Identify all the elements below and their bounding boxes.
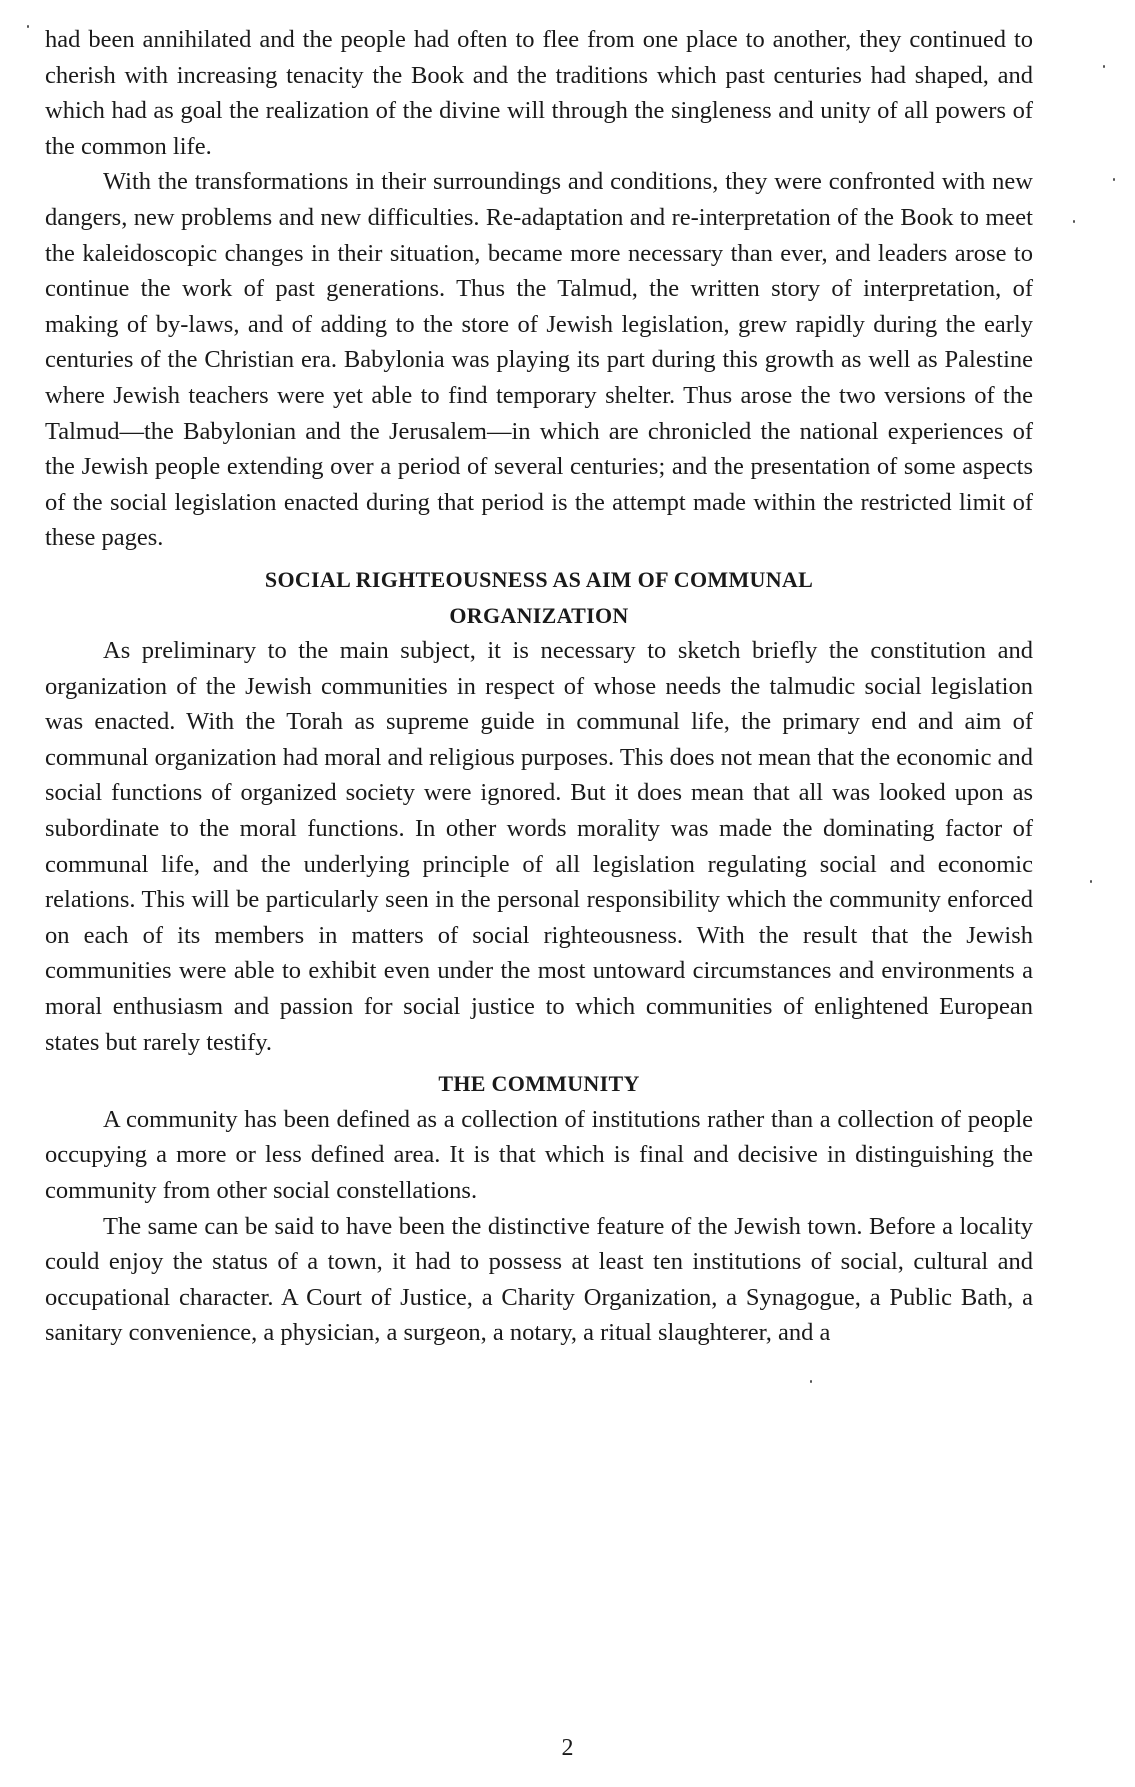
- document-page: [45, 22, 1033, 1351]
- heading-text: SOCIAL RIGHTEOUSNESS AS AIM OF COMMUNAL ORGANIZATION: [264, 566, 814, 628]
- scan-speck: [1113, 178, 1115, 181]
- section-heading-social-righteousness: [45, 562, 1033, 633]
- paragraph-continuation: had been annihilated and the people had often to flee from one place to another, they continued to cherish with increasing tenacity the Book and the traditions which past centuries had shaped, and which had as goal the realization of the divine will through the singleness and unity of all powers of the common life.: [45, 26, 1033, 160]
- section-heading-the-community: THE COMMUNITY: [438, 1071, 640, 1097]
- scan-speck: [810, 1380, 812, 1383]
- paragraph-transformations: With the transformations in their surroundings and conditions, they were confronted with new dangers, new problems and new difficulties. Re-adaptation and re-interpretation of the Book to meet the kaleidoscopic changes in their situation, became more necessary than ever, and leaders arose to continue the work of past generations. Thus the Talmud, the written story of interpretation, of making of by-laws, and of adding to the store of Jewish legislation, grew rapidly during the early centuries of the Christian era. Babylonia was playing its part during this growth as well as Palestine where Jewish teachers were yet able to find temporary shelter. Thus arose the two versions of the Talmud—the Babylonian and the Jerusalem—in which are chronicled the national experiences of the Jewish people extending over a period of several centuries; and the presentation of some aspects of the social legislation enacted during that period is the attempt made within the restricted limit of these pages.: [45, 168, 1033, 552]
- paragraph-jewish-town: The same can be said to have been the distinctive feature of the Jewish town. Before a locality could enjoy the status of a town, it had to possess at least ten institutions of social, cultural and occupational character. A Court of Justice, a Charity Organization, a Synagogue, a Public Bath, a sanitary convenience, a physician, a surgeon, a notary, a ritual slaughterer, and a: [45, 1212, 1033, 1347]
- scan-speck: [1090, 880, 1092, 883]
- paragraph-community-definition: A community has been defined as a collection of institutions rather than a collection of people occupying a more or less defined area. It is that which is final and decisive in distinguishing the community from other social constellations.: [45, 1105, 1033, 1204]
- scan-speck: [27, 25, 29, 28]
- scan-speck: [1073, 220, 1075, 223]
- page-number: 2: [561, 1735, 574, 1761]
- paragraph-preliminary: As preliminary to the main subject, it is necessary to sketch briefly the constitution and organization of the Jewish communities in respect of whose needs the talmudic social legislation was enacted. With the Torah as supreme guide in communal life, the primary end and aim of communal organization had moral and religious purposes. This does not mean that the economic and social functions of organized society were ignored. But it does mean that all was looked upon as subordinate to the moral functions. In other words morality was made the dominating factor of communal life, and the underlying principle of all legislation regulating social and economic relations. This will be particularly seen in the personal responsibility which the community enforced on each of its members in matters of social righteousness. With the result that the Jewish communities were able to exhibit even under the most untoward circumstances and environments a moral enthusiasm and passion for social justice to which communities of enlightened European states but rarely testify.: [45, 637, 1033, 1056]
- scan-speck: [1103, 65, 1105, 68]
